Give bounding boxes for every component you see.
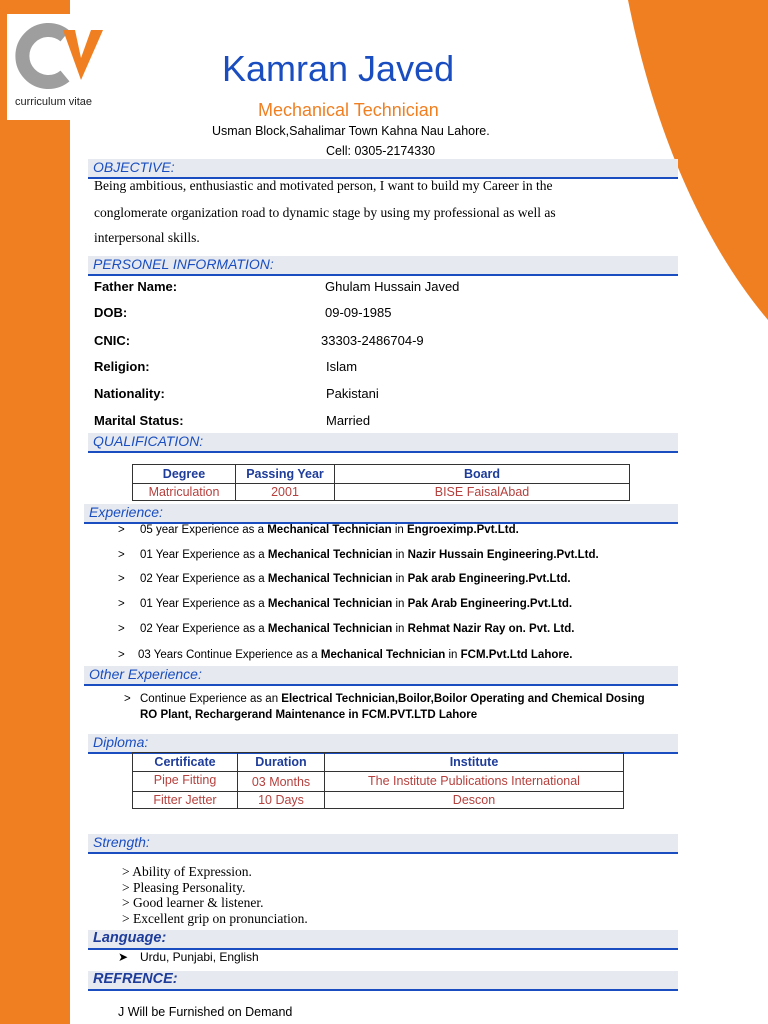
job-title: Mechanical Technician xyxy=(258,100,439,120)
list-item: > 02 Year Experience as a Mechanical Technician in Pak arab Engineering.Pvt.Ltd. xyxy=(118,573,571,585)
language-heading-bar xyxy=(88,930,678,950)
institute-cell: Descon xyxy=(325,792,624,809)
list-item: > Ability of Expression. xyxy=(122,864,252,879)
list-item: > 05 year Experience as a Mechanical Technician in Engroeximp.Pvt.Ltd. xyxy=(118,524,519,536)
reference-heading-bar xyxy=(88,971,678,991)
list-item: > Pleasing Personality. xyxy=(122,880,246,895)
qualification-heading: QUALIFICATION: xyxy=(93,433,204,449)
other-experience-heading: Other Experience: xyxy=(89,666,202,682)
address: Usman Block,Sahalimar Town Kahna Nau Lahore. xyxy=(212,124,490,138)
nationality-value: Pakistani xyxy=(326,386,379,401)
nationality-label: Nationality: xyxy=(94,386,165,401)
objective-line-3: interpersonal skills. xyxy=(94,230,200,245)
experience-heading-bar xyxy=(84,504,678,524)
other-experience-heading-bar xyxy=(84,666,678,686)
objective-line-1: Being ambitious, enthusiastic and motivated person, I want to build my Career in the xyxy=(94,178,553,193)
cnic-value: 33303-2486704-9 xyxy=(321,333,424,348)
certificate-cell: Pipe Fitting xyxy=(133,772,238,792)
list-item: > 01 Year Experience as a Mechanical Technician in Nazir Hussain Engineering.Pvt.Ltd. xyxy=(118,549,599,561)
strength-heading-bar xyxy=(88,834,678,854)
reference-value: J Will be Furnished on Demand xyxy=(118,1005,293,1019)
list-item: > 01 Year Experience as a Mechanical Technician in Pak Arab Engineering.Pvt.Ltd. xyxy=(118,598,573,610)
duration-header: Duration xyxy=(238,753,325,772)
passing-year-cell: 2001 xyxy=(236,484,335,501)
left-accent-bar xyxy=(0,0,70,1024)
qualification-heading-bar xyxy=(88,433,678,453)
cv-logo-icon xyxy=(7,14,129,94)
list-item: > 02 Year Experience as a Mechanical Technician in Rehmat Nazir Ray on. Pvt. Ltd. xyxy=(118,623,575,635)
institute-cell: The Institute Publications International xyxy=(325,772,624,792)
language-heading: Language: xyxy=(93,930,167,946)
other-experience-line-1: > Continue Experience as an Electrical Technician,Boilor,Boilor Operating and Chemical Dosing xyxy=(124,693,645,705)
table-row xyxy=(133,772,624,792)
father-name-value: Ghulam Hussain Javed xyxy=(325,279,460,294)
candidate-name: Kamran Javed xyxy=(222,48,455,89)
qualification-table xyxy=(132,464,630,501)
experience-heading: Experience: xyxy=(89,504,163,520)
diploma-heading: Diploma: xyxy=(93,734,149,750)
passing-year-header: Passing Year xyxy=(236,465,335,484)
personal-heading-bar xyxy=(88,256,678,276)
cell-number: Cell: 0305-2174330 xyxy=(326,144,436,158)
personal-heading: PERSONEL INFORMATION: xyxy=(93,256,274,272)
duration-cell: 10 Days xyxy=(238,792,325,809)
father-name-label: Father Name: xyxy=(94,279,178,294)
marital-status-value: Married xyxy=(326,413,371,428)
list-item: > Good learner & listener. xyxy=(122,895,264,910)
degree-cell: Matriculation xyxy=(133,484,236,501)
table-row xyxy=(133,792,624,809)
duration-cell: 03 Months xyxy=(238,772,325,792)
reference-heading: REFRENCE: xyxy=(93,971,178,987)
qualification-header-row xyxy=(133,465,630,484)
other-experience-line-2: RO Plant, Rechargerand Maintenance in FCM.PVT.LTD Lahore xyxy=(140,709,478,721)
dob-value: 09-09-1985 xyxy=(325,305,392,320)
arrow-bullet-icon: ➤ xyxy=(118,950,129,964)
board-header: Board xyxy=(335,465,630,484)
objective-line-2: conglomerate organization road to dynamic stage by using my professional as well as xyxy=(94,205,556,220)
certificate-header: Certificate xyxy=(133,753,238,772)
language-value: ➤ Urdu, Punjabi, English xyxy=(118,950,259,964)
religion-value: Islam xyxy=(326,359,358,374)
objective-heading: OBJECTIVE: xyxy=(93,159,175,175)
religion-label: Religion: xyxy=(94,359,150,374)
board-cell: BISE FaisalAbad xyxy=(335,484,630,501)
degree-header: Degree xyxy=(133,465,236,484)
diploma-header-row xyxy=(133,753,624,772)
marital-status-label: Marital Status: xyxy=(94,413,184,428)
list-item: > Excellent grip on pronunciation. xyxy=(122,911,308,926)
diploma-table xyxy=(132,752,624,809)
strength-heading: Strength: xyxy=(93,834,150,850)
institute-header: Institute xyxy=(325,753,624,772)
list-item: > 03 Years Continue Experience as a Mechanical Technician in FCM.Pvt.Ltd Lahore. xyxy=(118,649,573,661)
diploma-heading-bar xyxy=(88,734,678,754)
dob-label: DOB: xyxy=(94,305,128,320)
objective-heading-bar xyxy=(88,159,678,179)
table-row xyxy=(133,484,630,501)
logo-caption: curriculum vitae xyxy=(15,96,93,108)
certificate-cell: Fitter Jetter xyxy=(133,792,238,809)
cnic-label: CNIC: xyxy=(94,333,131,348)
